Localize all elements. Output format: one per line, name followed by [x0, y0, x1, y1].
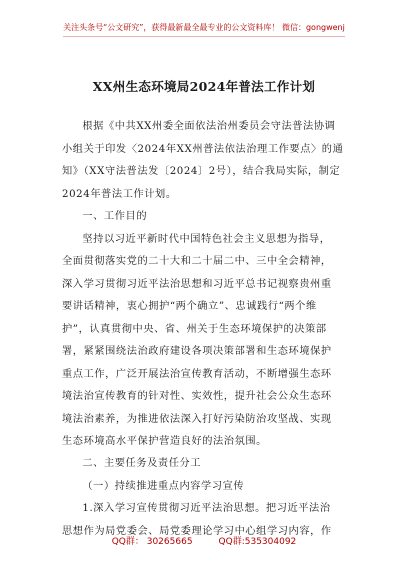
section1-line: 护”，认真贯彻中央、省、州关于生态环境保护的决策部 [62, 323, 327, 335]
section2-heading: 二、主要任务及责任分工 [82, 458, 202, 469]
section2-line: 1.深入学习宣传贯彻习近平法治思想。把习近平法治 [82, 503, 331, 514]
section1-line: 境法治宣传教育的针对性、实效性，提升社会公众生态环 [62, 391, 332, 402]
intro-line: 2024年普法工作计划。 [62, 188, 177, 200]
header-banner [0, 0, 408, 58]
section2-subheading: （一）持续推进重点内容学习宣传 [82, 480, 245, 492]
intro-paragraph [62, 116, 358, 206]
section1-line: 要讲话精神，衷心拥护“两个确立”、忠诚践行“两个维 [62, 301, 317, 312]
document-title: XX州生态环境局2024年普法工作计划 [92, 79, 316, 94]
section1-line: 坚持以习近平新时代中国特色社会主义思想为指导， [82, 233, 331, 245]
footer-qq-group-1: QQ群： 30265665 [111, 537, 193, 547]
intro-line: 根据《中共XX州委全面依法治州委员会守法普法协调 [82, 121, 336, 132]
section1-line: 深入学习贯彻习近平法治思想和习近平总书记视察贵州重 [62, 278, 332, 290]
section1 [62, 206, 358, 454]
section1-line: 生态环境高水平保护营造良好的法治氛围。 [62, 436, 267, 447]
section1-line: 全面贯彻落实党的二十大和二十届二中、三中全会精神， [62, 256, 332, 267]
section1-heading: 一、工作目的 [82, 211, 148, 222]
section1-line: 境法治素养，为推进依法深入打好污染防治攻坚战、实现 [62, 413, 332, 425]
header-banner-text: 关注头条号“公文研究”，获得最新最全最专业的公文资料库！ 微信：gongwenj [63, 22, 345, 37]
footer-contact [0, 534, 408, 547]
section1-line: 署，紧紧围绕法治政府建设各项决策部署和生态环境保护 [62, 346, 332, 357]
section2-line: 思想作为局党委会、局党委理论学习中心组学习内容，作 [62, 525, 332, 537]
section1-line: 重点工作，广泛开展法治宣传教育活动，不断增强生态环 [62, 368, 332, 380]
section2 [62, 453, 358, 543]
footer-qq-group-2: QQ群:535304092 [218, 537, 297, 547]
intro-line: 小组关于印发〈2024年XX州普法依法治理工作要点〉的通 [62, 143, 344, 155]
intro-line: 知》（XX守法普法发〔2024〕2号），结合我局实际，制定 [62, 166, 341, 177]
